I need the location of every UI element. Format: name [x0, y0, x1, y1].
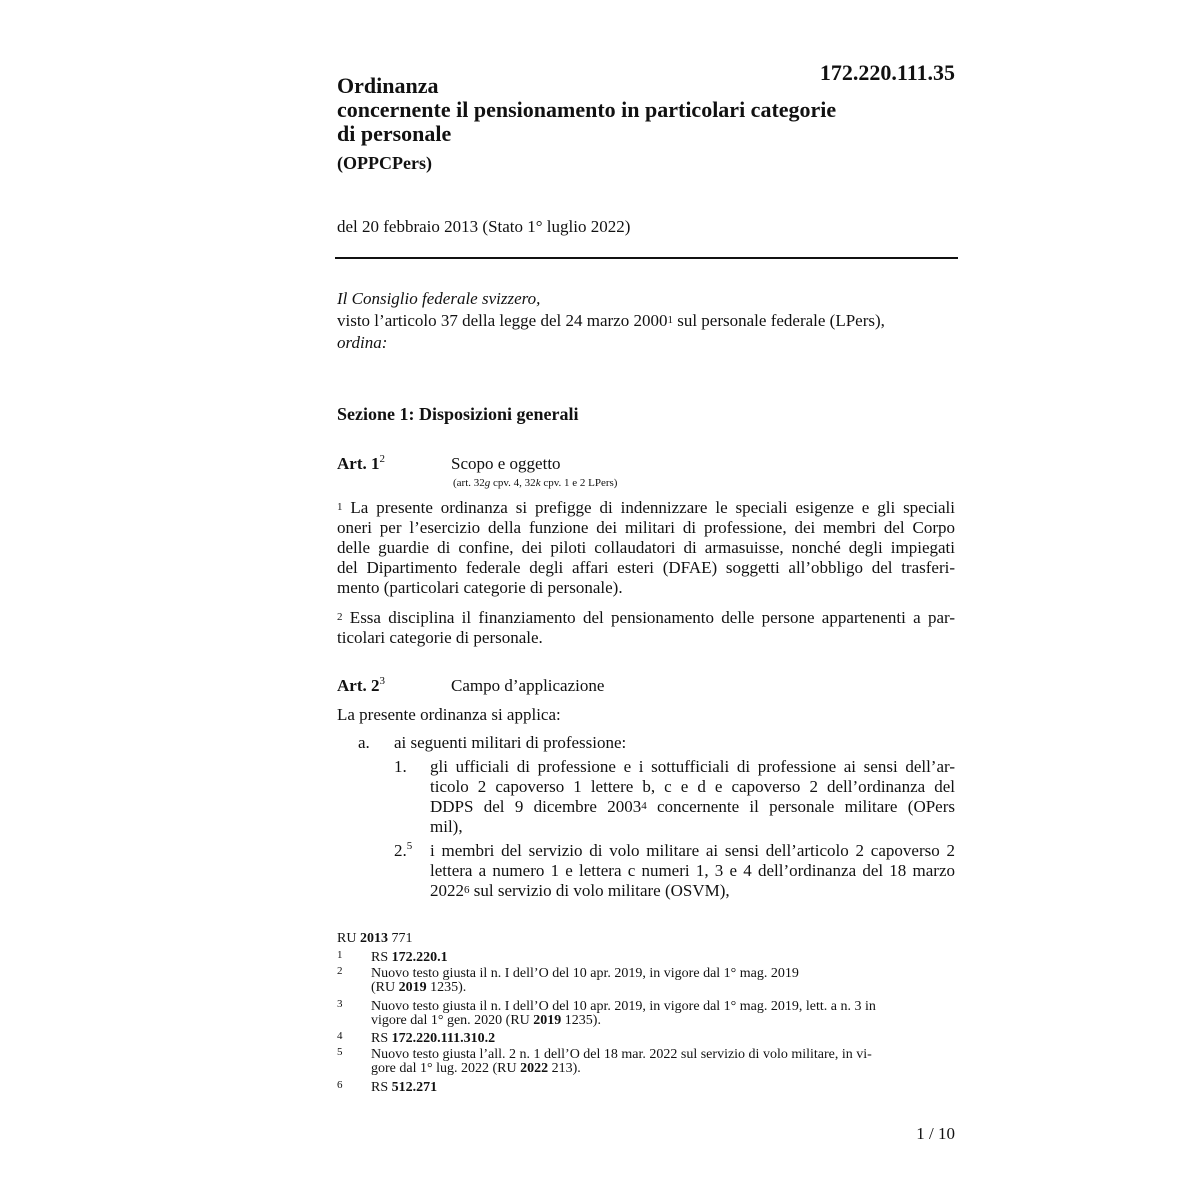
footnote-line	[371, 1014, 955, 1028]
sublist-item-1	[430, 757, 955, 837]
page-number: 1 / 10	[916, 1124, 955, 1143]
footnote-suffix: 213).	[548, 1061, 581, 1076]
ru-prefix: RU	[337, 931, 360, 946]
preamble-authority: Il Consiglio federale svizzero,	[337, 289, 541, 308]
footnote-text	[371, 951, 955, 965]
paragraph-line	[337, 498, 955, 518]
line-text: Essa disciplina il finanziamento del pensionamento delle persone appartenenti a par-	[342, 608, 955, 627]
list-item-a: ai seguenti militari di professione:	[394, 733, 627, 752]
preamble-basis	[337, 310, 885, 332]
article-2-label	[337, 676, 385, 696]
paragraph-number: 1	[337, 501, 343, 513]
footnote-bold: 512.271	[391, 1080, 438, 1095]
article-label-text: Art. 2	[337, 676, 380, 695]
footnote-prefix: RS	[371, 950, 392, 965]
paragraph-line: mil),	[430, 817, 463, 836]
footnote-number: 1	[337, 949, 343, 961]
footnote-number: 3	[337, 998, 343, 1010]
line-text: concernente il personale militare (OPers	[646, 797, 955, 816]
document-title	[337, 74, 836, 146]
preamble	[337, 288, 885, 354]
footnote-line	[371, 981, 955, 995]
footnote-line: Nuovo testo giusta l’all. 2 n. 1 dell’O del 18 mar. 2022 sul servizio di volo militare, in vi-	[371, 1047, 872, 1062]
section-heading: Sezione 1: Disposizioni generali	[337, 404, 579, 424]
footnote-number: 6	[337, 1079, 343, 1091]
sublist-label	[394, 841, 412, 861]
preamble-basis-text: visto l’articolo 37 della legge del 24 marzo 2000	[337, 311, 668, 330]
footnote-prefix: gore dal 1° lug. 2022 (RU	[371, 1061, 521, 1076]
article-1-paragraph-1	[337, 498, 955, 598]
reference-text: cpv. 4, 32	[490, 477, 536, 489]
reference-text: (art. 32	[453, 477, 485, 489]
document-number: 172.220.111.35	[819, 60, 955, 85]
footnote-bold: 2019	[533, 1013, 562, 1028]
paragraph-line: ticolo 2 capoverso 1 lettere b, c e d e capoverso 2 dell’ordinanza del	[430, 777, 955, 796]
article-label-text: Art. 1	[337, 454, 380, 473]
footnote-bold: 172.220.111.310.2	[391, 1031, 496, 1046]
paragraph-line: i membri del servizio di volo militare ai sensi dell’articolo 2 capoverso 2	[430, 841, 955, 860]
footnote-number: 4	[337, 1030, 343, 1042]
title-line: Ordinanza	[337, 73, 439, 98]
paragraph-line: ticolari categorie di personale.	[337, 628, 543, 647]
article-1-paragraph-2	[337, 608, 955, 648]
footnote-line: Nuovo testo giusta il n. I dell’O del 10 apr. 2019, in vigore dal 1° mag. 2019	[371, 966, 799, 981]
ru-year: 2013	[359, 931, 388, 946]
line-text: sul servizio di volo militare (OSVM),	[469, 881, 730, 900]
footnote-text	[371, 967, 955, 995]
paragraph-line: mento (particolari categorie di personale).	[337, 578, 623, 597]
paragraph-line: oneri per l’esercizio della funzione dei militari di professione, dei membri del Corpo	[337, 518, 955, 537]
footnote-number: 2	[337, 965, 343, 977]
article-1-label	[337, 454, 385, 474]
sublist-label: 1.	[394, 757, 407, 776]
preamble-basis-text-2: sul personale federale (LPers),	[672, 311, 885, 330]
footnote-ref: 2	[379, 453, 385, 465]
footnote-ref: 1	[667, 314, 673, 326]
footnote-text	[371, 1032, 955, 1046]
official-compilation-ref	[337, 931, 412, 947]
paragraph-line: del Dipartimento federale degli affari esteri (DFAE) soggetti all’obbligo del trasferi-	[337, 558, 955, 577]
footnote-ref: 3	[379, 675, 385, 687]
footnote-line: Nuovo testo giusta il n. I dell’O del 10 apr. 2019, in vigore dal 1° mag. 2019, lett. a n. 3 in	[371, 999, 876, 1014]
reference-text-italic: g	[484, 477, 491, 489]
footnote-prefix: RS	[371, 1031, 392, 1046]
title-line: di personale	[337, 121, 452, 146]
paragraph-line: gli ufficiali di professione e i sottufficiali di professione ai sensi dell’ar-	[430, 757, 955, 776]
line-text: La presente ordinanza si prefigge di indennizzare le speciali esigenze e gli speciali	[342, 498, 955, 517]
paragraph-line: delle guardie di confine, dei piloti collaudatori di armasuisse, nonché degli impiegati	[337, 538, 955, 557]
line-text: DDPS del 9 dicembre 2003	[430, 797, 642, 816]
footnote-bold: 2022	[520, 1061, 549, 1076]
paragraph-line	[430, 881, 955, 901]
header-divider	[335, 257, 958, 259]
list-label: a.	[358, 733, 370, 752]
ru-page: 771	[387, 931, 413, 946]
footnote-prefix: (RU	[371, 980, 399, 995]
footnote-text	[371, 1000, 955, 1028]
footnote-prefix: vigore dal 1° gen. 2020 (RU	[371, 1013, 534, 1028]
paragraph-line: lettera a numero 1 e lettera c numeri 1, 3 e 4 dell’ordinanza del 18 marzo	[430, 861, 955, 880]
preamble-ordina: ordina:	[337, 333, 388, 352]
footnote-text	[371, 1081, 955, 1095]
footnote-ref: 6	[464, 884, 470, 896]
footnote-prefix: RS	[371, 1080, 392, 1095]
sublist-label-text: 2.	[394, 841, 407, 860]
document-date: del 20 febbraio 2013 (Stato 1° luglio 2022)	[337, 217, 631, 236]
footnote-line	[371, 1062, 955, 1076]
article-2-title: Campo d’applicazione	[451, 676, 605, 695]
reference-text-italic: k	[535, 477, 541, 489]
title-line: concernente il pensionamento in particolari categorie	[337, 97, 837, 122]
footnote-suffix: 1235).	[426, 980, 467, 995]
paragraph-number: 2	[337, 611, 343, 623]
reference-text: cpv. 1 e 2 LPers)	[540, 477, 618, 489]
footnote-ref: 4	[641, 800, 647, 812]
article-1-title: Scopo e oggetto	[451, 454, 561, 473]
footnote-suffix: 1235).	[561, 1013, 601, 1028]
line-text: 2022	[430, 881, 464, 900]
footnote-number: 5	[337, 1046, 343, 1058]
footnote-ref: 5	[406, 840, 413, 852]
sublist-item-2	[430, 841, 955, 901]
article-2-intro: La presente ordinanza si applica:	[337, 705, 561, 724]
document-abbreviation: (OPPCPers)	[337, 153, 432, 173]
footnote-text	[371, 1048, 955, 1076]
paragraph-line	[337, 608, 955, 628]
article-1-reference	[453, 477, 617, 489]
paragraph-line	[430, 797, 955, 817]
footnote-bold: 2019	[398, 980, 427, 995]
footnote-bold: 172.220.1	[391, 950, 448, 965]
